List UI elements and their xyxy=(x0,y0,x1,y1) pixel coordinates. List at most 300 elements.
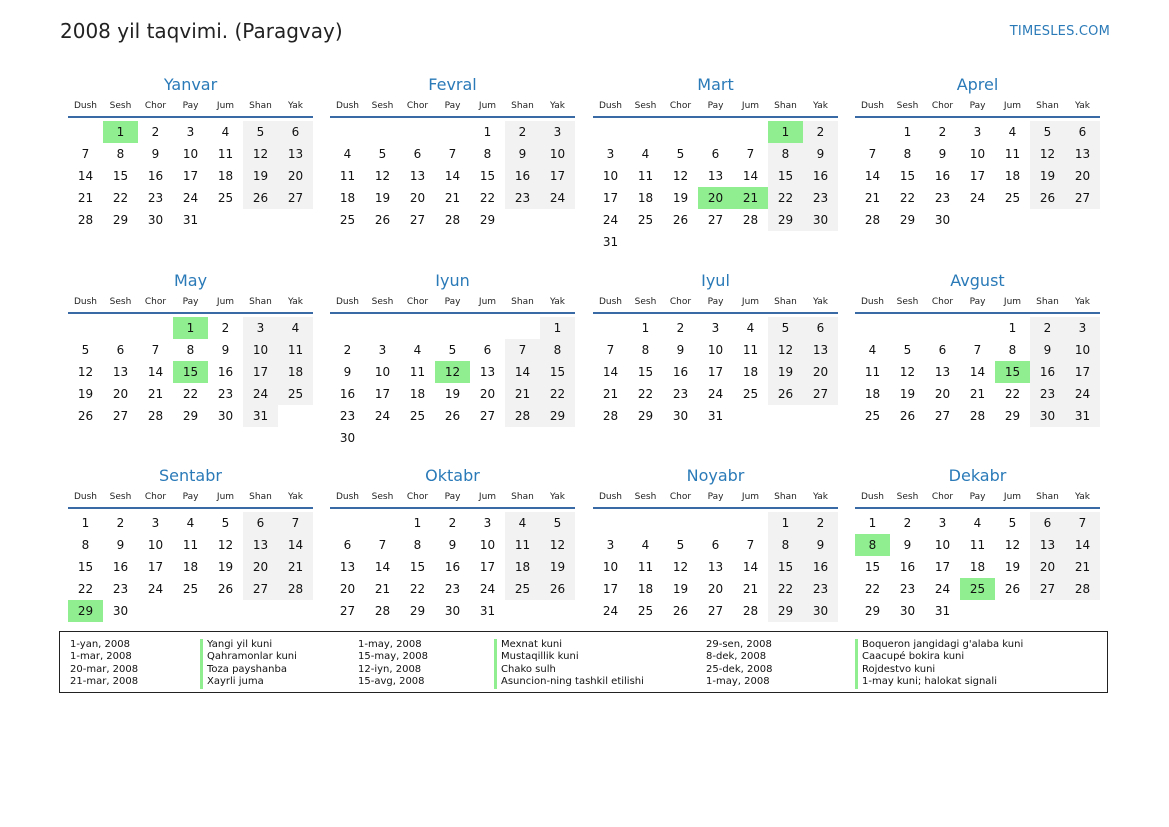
day-cell: 9 xyxy=(343,365,352,379)
weekday-label: Sesh xyxy=(896,297,919,307)
day-cell: 28 xyxy=(602,409,619,423)
day-cell: 3 xyxy=(186,125,195,139)
legend-holiday-name: Yangi yil kuni xyxy=(207,639,273,650)
day-cell: 17 xyxy=(707,365,724,379)
day-cell: 3 xyxy=(243,317,278,339)
holiday-day-cell: 21 xyxy=(733,187,768,209)
weekday-label: Shan xyxy=(774,492,797,502)
day-cell: 29 xyxy=(768,209,803,231)
month-divider xyxy=(855,507,1100,509)
day-cell: 1 xyxy=(641,321,650,335)
day-cell: 30 xyxy=(112,604,129,618)
weekday-label: Pay xyxy=(444,297,461,307)
weekday-label: Yak xyxy=(1075,297,1090,307)
legend-dates-col-3 xyxy=(706,639,772,689)
weekday-header xyxy=(330,489,575,505)
weekday-label: Jum xyxy=(216,101,235,111)
holiday-day-cell: 15 xyxy=(173,361,208,383)
day-cell: 14 xyxy=(374,560,391,574)
month-divider xyxy=(593,507,838,509)
day-cell: 27 xyxy=(409,213,426,227)
day-cell: 13 xyxy=(707,560,724,574)
weekday-header xyxy=(855,294,1100,310)
day-cell: 23 xyxy=(672,387,689,401)
day-cell: 18 xyxy=(278,361,313,383)
weekday-label: Dush xyxy=(335,101,360,111)
day-cell: 5 xyxy=(81,343,90,357)
month-title: Noyabr xyxy=(686,466,745,485)
day-cell: 9 xyxy=(116,538,125,552)
day-cell: 6 xyxy=(803,317,838,339)
day-cell: 18 xyxy=(182,560,199,574)
day-cell: 1 xyxy=(903,125,912,139)
month-divider xyxy=(330,507,575,509)
day-cell: 20 xyxy=(934,387,951,401)
weekday-header xyxy=(855,98,1100,114)
day-grid xyxy=(855,317,1100,427)
brand-link[interactable]: TIMESLES.COM xyxy=(1009,24,1110,39)
day-cell: 13 xyxy=(934,365,951,379)
weekday-label: Chor xyxy=(406,297,429,307)
day-cell: 23 xyxy=(112,582,129,596)
legend-names-col-3 xyxy=(855,639,1023,689)
day-cell: 29 xyxy=(112,213,129,227)
day-cell: 25 xyxy=(339,213,356,227)
weekday-header xyxy=(330,294,575,310)
day-cell: 19 xyxy=(672,582,689,596)
day-cell: 28 xyxy=(505,405,540,427)
day-cell: 4 xyxy=(641,147,650,161)
legend-holiday-name: Chako sulh xyxy=(501,663,556,675)
day-cell: 18 xyxy=(409,387,426,401)
weekday-label: Dush xyxy=(598,101,623,111)
day-cell: 26 xyxy=(243,187,278,209)
weekday-label: Dush xyxy=(598,297,623,307)
month-title: Avgust xyxy=(950,271,1005,290)
day-cell: 10 xyxy=(934,538,951,552)
day-cell: 30 xyxy=(217,409,234,423)
weekday-label: Yak xyxy=(550,101,565,111)
day-cell: 11 xyxy=(278,339,313,361)
day-cell: 4 xyxy=(1008,125,1017,139)
legend-date: 15-may, 2008 xyxy=(358,651,428,663)
day-cell: 29 xyxy=(1004,409,1021,423)
weekday-label: Yak xyxy=(550,297,565,307)
day-cell: 5 xyxy=(768,317,803,339)
day-cell: 30 xyxy=(934,213,951,227)
day-cell: 21 xyxy=(444,191,461,205)
month-aprel xyxy=(855,74,1100,231)
weekday-label: Chor xyxy=(669,101,692,111)
day-cell: 28 xyxy=(969,409,986,423)
month-divider xyxy=(68,312,313,314)
legend-date: 21-mar, 2008 xyxy=(70,676,139,688)
month-iyul xyxy=(593,270,838,427)
day-cell: 2 xyxy=(505,121,540,143)
day-cell: 8 xyxy=(768,534,803,556)
day-cell: 31 xyxy=(934,604,951,618)
day-cell: 16 xyxy=(672,365,689,379)
weekday-label: Pay xyxy=(969,492,986,502)
day-cell: 14 xyxy=(147,365,164,379)
legend-date: 12-iyn, 2008 xyxy=(358,663,422,675)
day-cell: 5 xyxy=(448,343,457,357)
day-cell: 19 xyxy=(1004,560,1021,574)
day-cell: 9 xyxy=(938,147,947,161)
month-title: Sentabr xyxy=(159,466,222,485)
day-cell: 13 xyxy=(409,169,426,183)
legend-names-col-2 xyxy=(494,639,644,689)
day-grid xyxy=(593,512,838,622)
weekday-label: Jum xyxy=(1003,297,1022,307)
day-cell: 29 xyxy=(479,213,496,227)
month-divider xyxy=(68,507,313,509)
day-cell: 2 xyxy=(676,321,685,335)
weekday-label: Pay xyxy=(707,492,724,502)
weekday-header xyxy=(593,98,838,114)
weekday-label: Shan xyxy=(249,101,272,111)
month-title: Fevral xyxy=(428,75,477,94)
day-cell: 18 xyxy=(505,556,540,578)
day-cell: 6 xyxy=(711,538,720,552)
day-cell: 10 xyxy=(602,169,619,183)
holiday-day-cell: 25 xyxy=(960,578,995,600)
day-cell: 27 xyxy=(112,409,129,423)
day-cell: 7 xyxy=(448,147,457,161)
day-cell: 24 xyxy=(182,191,199,205)
weekday-header xyxy=(68,294,313,310)
day-cell: 3 xyxy=(938,516,947,530)
day-cell: 31 xyxy=(479,604,496,618)
weekday-label: Yak xyxy=(550,492,565,502)
holiday-day-cell: 20 xyxy=(698,187,733,209)
day-cell: 19 xyxy=(768,361,803,383)
day-cell: 1 xyxy=(413,516,422,530)
month-title: Oktabr xyxy=(425,466,480,485)
day-cell: 30 xyxy=(1030,405,1065,427)
day-cell: 10 xyxy=(969,147,986,161)
weekday-label: Dush xyxy=(335,297,360,307)
day-cell: 4 xyxy=(278,317,313,339)
day-cell: 19 xyxy=(540,556,575,578)
day-cell: 13 xyxy=(707,169,724,183)
day-cell: 3 xyxy=(483,516,492,530)
day-cell: 12 xyxy=(672,560,689,574)
day-cell: 27 xyxy=(479,409,496,423)
day-cell: 28 xyxy=(742,213,759,227)
day-cell: 18 xyxy=(742,365,759,379)
weekday-label: Yak xyxy=(813,492,828,502)
day-cell: 1 xyxy=(868,516,877,530)
day-cell: 20 xyxy=(243,556,278,578)
day-cell: 19 xyxy=(444,387,461,401)
day-cell: 12 xyxy=(217,538,234,552)
day-cell: 31 xyxy=(602,235,619,249)
day-cell: 14 xyxy=(505,361,540,383)
day-cell: 14 xyxy=(1065,534,1100,556)
day-cell: 10 xyxy=(147,538,164,552)
day-cell: 11 xyxy=(742,343,759,357)
day-cell: 6 xyxy=(938,343,947,357)
day-cell: 4 xyxy=(186,516,195,530)
day-cell: 26 xyxy=(672,604,689,618)
day-cell: 9 xyxy=(676,343,685,357)
legend-date: 15-avg, 2008 xyxy=(358,676,425,688)
month-sentabr xyxy=(68,465,313,622)
day-cell: 18 xyxy=(1004,169,1021,183)
day-cell: 5 xyxy=(540,512,575,534)
weekday-label: Pay xyxy=(969,101,986,111)
day-cell: 27 xyxy=(1030,578,1065,600)
day-cell: 14 xyxy=(444,169,461,183)
month-title: Iyul xyxy=(701,271,730,290)
month-mart xyxy=(593,74,838,253)
day-cell: 8 xyxy=(186,343,195,357)
day-cell: 24 xyxy=(147,582,164,596)
legend-holiday-name: Toza payshanba xyxy=(207,663,287,675)
day-cell: 6 xyxy=(116,343,125,357)
day-grid xyxy=(855,512,1100,622)
day-cell: 20 xyxy=(112,387,129,401)
day-cell: 22 xyxy=(864,582,881,596)
day-cell: 18 xyxy=(969,560,986,574)
day-cell: 24 xyxy=(540,187,575,209)
day-cell: 1 xyxy=(483,125,492,139)
day-cell: 26 xyxy=(444,409,461,423)
day-cell: 11 xyxy=(637,169,654,183)
day-cell: 17 xyxy=(602,191,619,205)
day-cell: 5 xyxy=(676,147,685,161)
day-cell: 2 xyxy=(448,516,457,530)
day-cell: 28 xyxy=(1065,578,1100,600)
day-cell: 26 xyxy=(217,582,234,596)
weekday-label: Chor xyxy=(931,492,954,502)
day-cell: 26 xyxy=(1004,582,1021,596)
day-cell: 25 xyxy=(864,409,881,423)
day-cell: 5 xyxy=(676,538,685,552)
holiday-day-cell: 8 xyxy=(855,534,890,556)
weekday-label: Sesh xyxy=(109,297,132,307)
day-grid xyxy=(593,121,838,253)
weekday-label: Pay xyxy=(182,492,199,502)
day-cell: 19 xyxy=(374,191,391,205)
day-cell: 18 xyxy=(637,191,654,205)
day-cell: 6 xyxy=(278,121,313,143)
day-cell: 21 xyxy=(864,191,881,205)
day-cell: 23 xyxy=(803,187,838,209)
weekday-label: Chor xyxy=(406,492,429,502)
day-cell: 13 xyxy=(243,534,278,556)
day-cell: 10 xyxy=(540,143,575,165)
month-noyabr xyxy=(593,465,838,622)
day-grid xyxy=(330,317,575,449)
legend-dates-col-2 xyxy=(358,639,428,689)
day-cell: 28 xyxy=(77,213,94,227)
day-cell: 7 xyxy=(746,147,755,161)
weekday-label: Shan xyxy=(249,297,272,307)
day-cell: 16 xyxy=(444,560,461,574)
day-cell: 4 xyxy=(343,147,352,161)
day-cell: 19 xyxy=(243,165,278,187)
day-cell: 20 xyxy=(1065,165,1100,187)
day-cell: 6 xyxy=(343,538,352,552)
day-cell: 3 xyxy=(540,121,575,143)
weekday-label: Jum xyxy=(216,297,235,307)
day-cell: 6 xyxy=(1030,512,1065,534)
weekday-label: Jum xyxy=(1003,101,1022,111)
holiday-day-cell: 1 xyxy=(768,121,803,143)
day-cell: 13 xyxy=(339,560,356,574)
weekday-label: Jum xyxy=(216,492,235,502)
day-cell: 25 xyxy=(505,578,540,600)
day-cell: 13 xyxy=(803,339,838,361)
weekday-label: Sesh xyxy=(634,492,657,502)
day-cell: 8 xyxy=(641,343,650,357)
month-divider xyxy=(855,312,1100,314)
day-grid xyxy=(68,317,313,427)
day-cell: 15 xyxy=(540,361,575,383)
day-cell: 9 xyxy=(803,534,838,556)
day-cell: 22 xyxy=(112,191,129,205)
day-cell: 4 xyxy=(505,512,540,534)
day-cell: 7 xyxy=(278,512,313,534)
day-cell: 21 xyxy=(602,387,619,401)
day-cell: 11 xyxy=(339,169,356,183)
day-cell: 12 xyxy=(243,143,278,165)
day-cell: 17 xyxy=(147,560,164,574)
day-cell: 25 xyxy=(409,409,426,423)
day-cell: 21 xyxy=(147,387,164,401)
day-cell: 16 xyxy=(803,556,838,578)
day-cell: 24 xyxy=(969,191,986,205)
day-cell: 11 xyxy=(637,560,654,574)
weekday-label: Chor xyxy=(931,101,954,111)
day-cell: 11 xyxy=(409,365,426,379)
day-cell: 26 xyxy=(672,213,689,227)
day-cell: 7 xyxy=(746,538,755,552)
weekday-label: Sesh xyxy=(371,101,394,111)
weekday-label: Pay xyxy=(707,101,724,111)
weekday-label: Sesh xyxy=(109,492,132,502)
day-cell: 31 xyxy=(707,409,724,423)
day-cell: 7 xyxy=(505,339,540,361)
day-cell: 24 xyxy=(602,213,619,227)
day-cell: 18 xyxy=(864,387,881,401)
day-cell: 13 xyxy=(1065,143,1100,165)
day-cell: 8 xyxy=(81,538,90,552)
day-cell: 21 xyxy=(278,556,313,578)
weekday-label: Shan xyxy=(774,101,797,111)
legend-date: 8-dek, 2008 xyxy=(706,651,767,663)
day-cell: 12 xyxy=(768,339,803,361)
weekday-label: Sesh xyxy=(896,101,919,111)
day-cell: 2 xyxy=(1030,317,1065,339)
day-cell: 14 xyxy=(742,169,759,183)
legend-date: 25-dek, 2008 xyxy=(706,663,773,675)
day-cell: 12 xyxy=(1030,143,1065,165)
month-may xyxy=(68,270,313,427)
day-cell: 7 xyxy=(606,343,615,357)
weekday-label: Shan xyxy=(1036,297,1059,307)
weekday-label: Jum xyxy=(478,297,497,307)
legend-date: 1-mar, 2008 xyxy=(70,651,132,663)
day-cell: 5 xyxy=(221,516,230,530)
day-cell: 15 xyxy=(112,169,129,183)
day-cell: 4 xyxy=(973,516,982,530)
day-cell: 19 xyxy=(217,560,234,574)
weekday-label: Yak xyxy=(813,101,828,111)
day-cell: 9 xyxy=(803,143,838,165)
legend-date: 1-yan, 2008 xyxy=(70,639,130,650)
weekday-header xyxy=(593,489,838,505)
weekday-label: Chor xyxy=(144,492,167,502)
day-cell: 17 xyxy=(479,560,496,574)
legend-holiday-name: Mexnat kuni xyxy=(501,639,563,650)
day-cell: 25 xyxy=(637,604,654,618)
day-cell: 24 xyxy=(374,409,391,423)
day-cell: 22 xyxy=(1004,387,1021,401)
month-oktabr xyxy=(330,465,575,622)
day-cell: 6 xyxy=(1065,121,1100,143)
legend-holiday-name: Rojdestvo kuni xyxy=(862,663,936,675)
day-cell: 28 xyxy=(444,213,461,227)
day-cell: 10 xyxy=(243,339,278,361)
day-cell: 20 xyxy=(707,582,724,596)
day-grid xyxy=(330,512,575,622)
day-cell: 4 xyxy=(413,343,422,357)
day-cell: 9 xyxy=(151,147,160,161)
day-cell: 22 xyxy=(77,582,94,596)
day-cell: 12 xyxy=(77,365,94,379)
day-cell: 29 xyxy=(637,409,654,423)
day-cell: 19 xyxy=(672,191,689,205)
day-cell: 27 xyxy=(707,604,724,618)
day-cell: 16 xyxy=(339,387,356,401)
day-cell: 8 xyxy=(540,339,575,361)
day-cell: 6 xyxy=(413,147,422,161)
weekday-label: Yak xyxy=(813,297,828,307)
day-cell: 6 xyxy=(243,512,278,534)
day-cell: 12 xyxy=(374,169,391,183)
weekday-label: Dush xyxy=(860,101,885,111)
day-cell: 22 xyxy=(768,187,803,209)
legend-date: 1-may, 2008 xyxy=(358,639,422,650)
day-cell: 10 xyxy=(1065,339,1100,361)
weekday-label: Chor xyxy=(669,492,692,502)
day-cell: 30 xyxy=(803,209,838,231)
day-cell: 2 xyxy=(116,516,125,530)
day-cell: 13 xyxy=(479,365,496,379)
day-cell: 16 xyxy=(1030,361,1065,383)
weekday-label: Shan xyxy=(511,297,534,307)
weekday-label: Shan xyxy=(511,492,534,502)
legend-date: 1-may, 2008 xyxy=(706,676,770,688)
month-divider xyxy=(68,116,313,118)
legend-holiday-name: Boqueron jangidagi g'alaba kuni xyxy=(862,639,1024,650)
weekday-label: Dush xyxy=(73,101,98,111)
day-cell: 19 xyxy=(1030,165,1065,187)
weekday-label: Pay xyxy=(444,492,461,502)
day-cell: 6 xyxy=(483,343,492,357)
day-cell: 16 xyxy=(147,169,164,183)
day-cell: 2 xyxy=(221,321,230,335)
legend-dates-col-1 xyxy=(70,639,138,689)
day-cell: 2 xyxy=(903,516,912,530)
day-cell: 22 xyxy=(409,582,426,596)
day-cell: 25 xyxy=(637,213,654,227)
weekday-label: Sesh xyxy=(371,297,394,307)
day-cell: 3 xyxy=(606,147,615,161)
